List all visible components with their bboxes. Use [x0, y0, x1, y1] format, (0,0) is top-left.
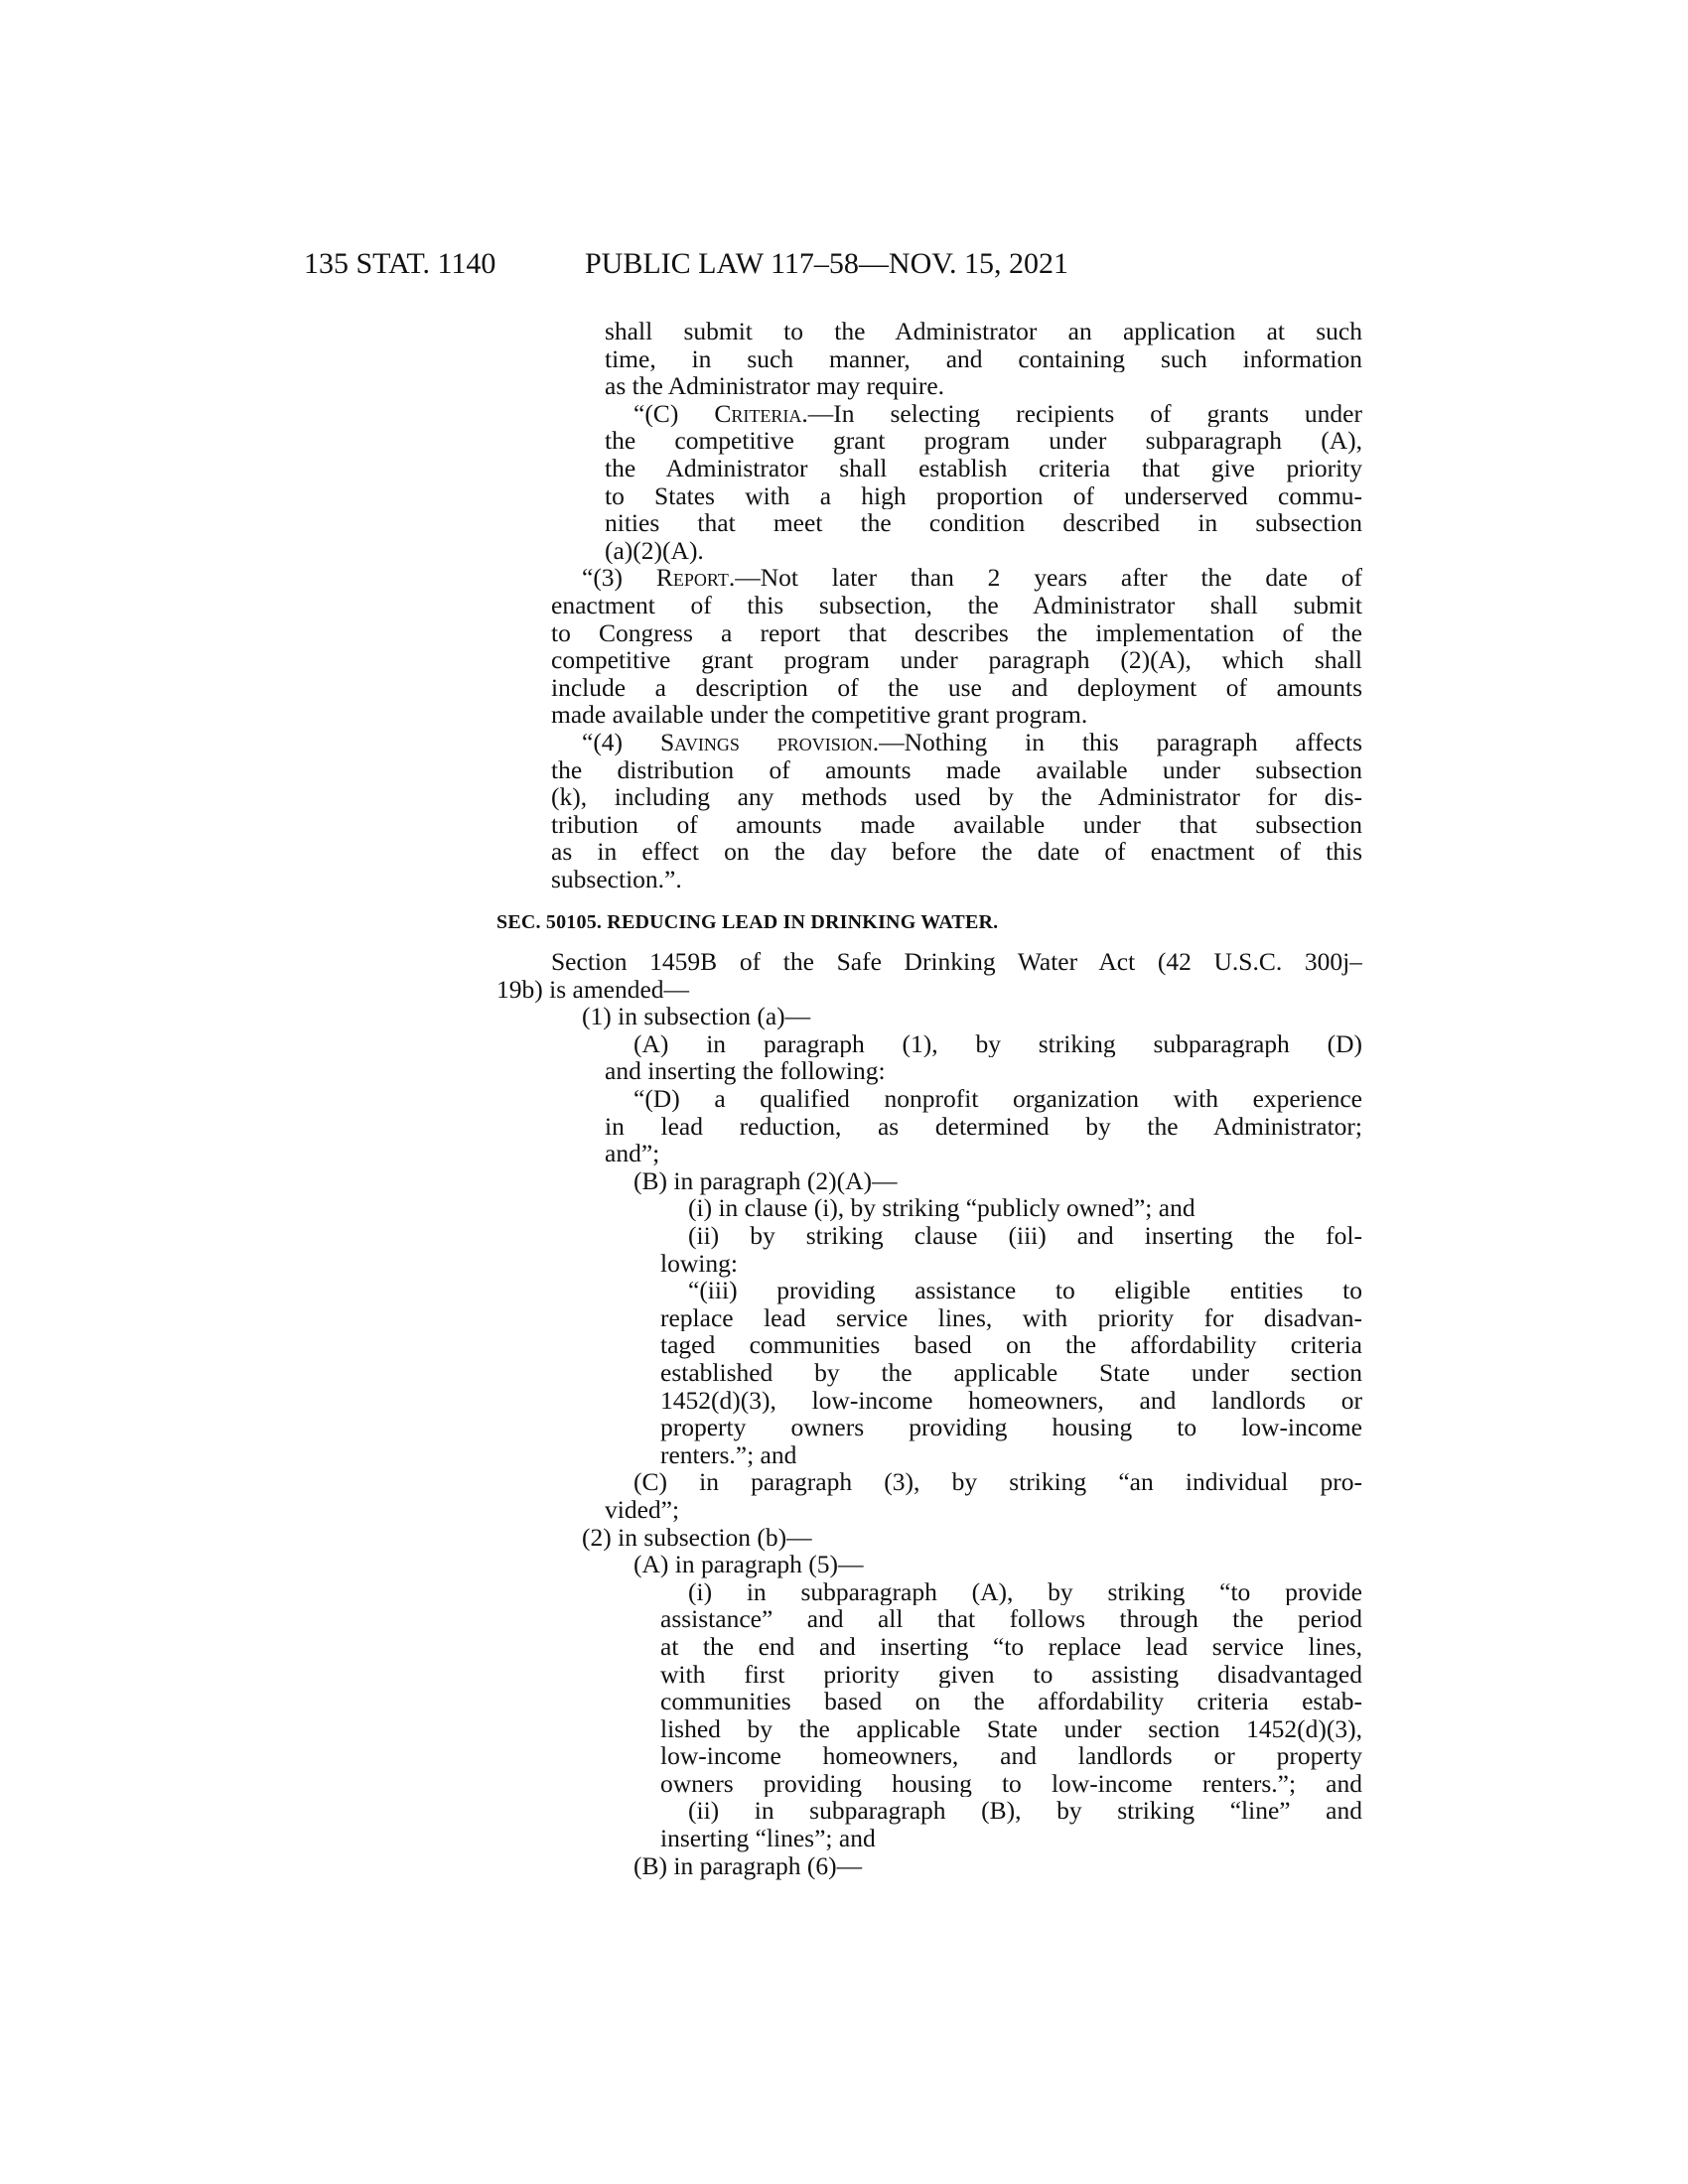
- text-line: as in effect on the day before the date of enactment of this: [551, 838, 1362, 866]
- text-line: the Administrator shall establish criteria that give priority: [605, 454, 1362, 482]
- paragraph-heading: Report: [655, 564, 729, 592]
- section-heading-text: SEC. 50105. REDUCING LEAD IN DRINKING WATER.: [496, 911, 999, 934]
- text-line: replace lead service lines, with priority for disadvan-: [660, 1303, 1362, 1332]
- text-line: enactment of this subsection, the Administrator shall submit: [551, 591, 1362, 619]
- text-line: (ii) in subparagraph (B), by striking “line” and: [688, 1797, 1362, 1826]
- text-line: as the Administrator may require.: [605, 371, 945, 401]
- line-prefix: “(3): [582, 564, 656, 592]
- statute-body-text: [0, 318, 1688, 1879]
- text-line: the competitive grant program under subparagraph (A),: [605, 427, 1362, 455]
- text-line: (A) in paragraph (1), by striking subparagraph (D): [633, 1029, 1362, 1058]
- text-line: “(D) a qualified nonprofit organization with experience: [633, 1085, 1362, 1113]
- text-line: (B) in paragraph (2)(A)—: [633, 1165, 898, 1195]
- text-line: (i) in subparagraph (A), by striking “to provide: [688, 1577, 1362, 1606]
- text-line: [582, 564, 1362, 592]
- line-suffix: .—In selecting recipients of grants under: [801, 399, 1362, 428]
- text-line: [582, 729, 1362, 756]
- text-line: (C) in paragraph (3), by striking “an individual pro-: [633, 1468, 1362, 1496]
- text-line: competitive grant program under paragraph (2)(A), which shall: [551, 646, 1362, 674]
- text-line: lowing:: [660, 1248, 738, 1278]
- text-line: to States with a high proportion of underserved commu-: [605, 481, 1362, 510]
- section-heading: [496, 906, 1362, 934]
- text-line: and inserting the following:: [605, 1056, 886, 1086]
- text-line: “(iii) providing assistance to eligible entities to: [688, 1277, 1362, 1304]
- text-line: 1452(d)(3), low-income homeowners, and landlords or: [660, 1386, 1362, 1415]
- text-line: tribution of amounts made available under that subsection: [551, 810, 1362, 839]
- line-prefix: “(4): [582, 728, 660, 756]
- running-head: PUBLIC LAW 117–58—NOV. 15, 2021: [585, 247, 1069, 280]
- text-line: (ii) by striking clause (iii) and inserting the fol-: [688, 1222, 1362, 1250]
- text-line: low-income homeowners, and landlords or property: [660, 1742, 1362, 1770]
- text-line: (B) in paragraph (6)—: [633, 1850, 863, 1880]
- text-line: [633, 400, 1362, 428]
- text-line: the distribution of amounts made available under subsection: [551, 755, 1362, 784]
- text-line: communities based on the affordability criteria estab-: [660, 1688, 1362, 1715]
- text-line: (2) in subsection (b)—: [582, 1522, 812, 1552]
- text-line: and”;: [605, 1139, 660, 1168]
- text-line: owners providing housing to low-income renters.”; and: [660, 1769, 1362, 1798]
- text-line: lished by the applicable State under section 1452(d)(3),: [660, 1714, 1362, 1743]
- text-line: (a)(2)(A).: [605, 535, 704, 565]
- line-suffix: .—Nothing in this paragraph affects: [872, 728, 1362, 756]
- text-line: inserting “lines”; and: [660, 1824, 876, 1853]
- page-header: [0, 244, 1688, 284]
- text-line: with first priority given to assisting disadvantaged: [660, 1660, 1362, 1689]
- text-line: (1) in subsection (a)—: [582, 1002, 811, 1031]
- statute-page-reference: 135 STAT. 1140: [304, 247, 496, 280]
- text-line: shall submit to the Administrator an application at such: [605, 318, 1362, 345]
- text-line: nities that meet the condition described in subsection: [605, 509, 1362, 537]
- paragraph-heading: Criteria: [714, 399, 802, 428]
- line-suffix: .—Not later than 2 years after the date of: [728, 564, 1362, 592]
- text-line: Section 1459B of the Safe Drinking Water Act (42 U.S.C. 300j–: [551, 948, 1362, 976]
- text-line: made available under the competitive grant program.: [551, 700, 1088, 730]
- line-prefix: “(C): [633, 399, 715, 428]
- text-line: taged communities based on the affordability criteria: [660, 1331, 1362, 1359]
- text-line: property owners providing housing to low-income: [660, 1414, 1362, 1441]
- text-line: vided”;: [605, 1494, 680, 1524]
- text-line: established by the applicable State under section: [660, 1358, 1362, 1387]
- text-line: subsection.”.: [551, 864, 682, 893]
- paragraph-heading: Savings provision: [659, 728, 873, 756]
- text-line: 19b) is amended—: [496, 974, 690, 1004]
- text-line: at the end and inserting “to replace lead service lines,: [660, 1632, 1362, 1661]
- text-line: to Congress a report that describes the implementation of the: [551, 618, 1362, 647]
- text-line: assistance” and all that follows through the period: [660, 1605, 1362, 1633]
- text-line: in lead reduction, as determined by the Administrator;: [605, 1112, 1362, 1141]
- text-line: (i) in clause (i), by striking “publicly owned”; and: [688, 1193, 1196, 1223]
- text-line: (k), including any methods used by the Administrator for dis-: [551, 783, 1362, 811]
- text-line: time, in such manner, and containing such information: [605, 344, 1362, 373]
- text-line: renters.”; and: [660, 1439, 797, 1469]
- text-line: include a description of the use and deployment of amounts: [551, 673, 1362, 702]
- text-line: (A) in paragraph (5)—: [633, 1550, 864, 1579]
